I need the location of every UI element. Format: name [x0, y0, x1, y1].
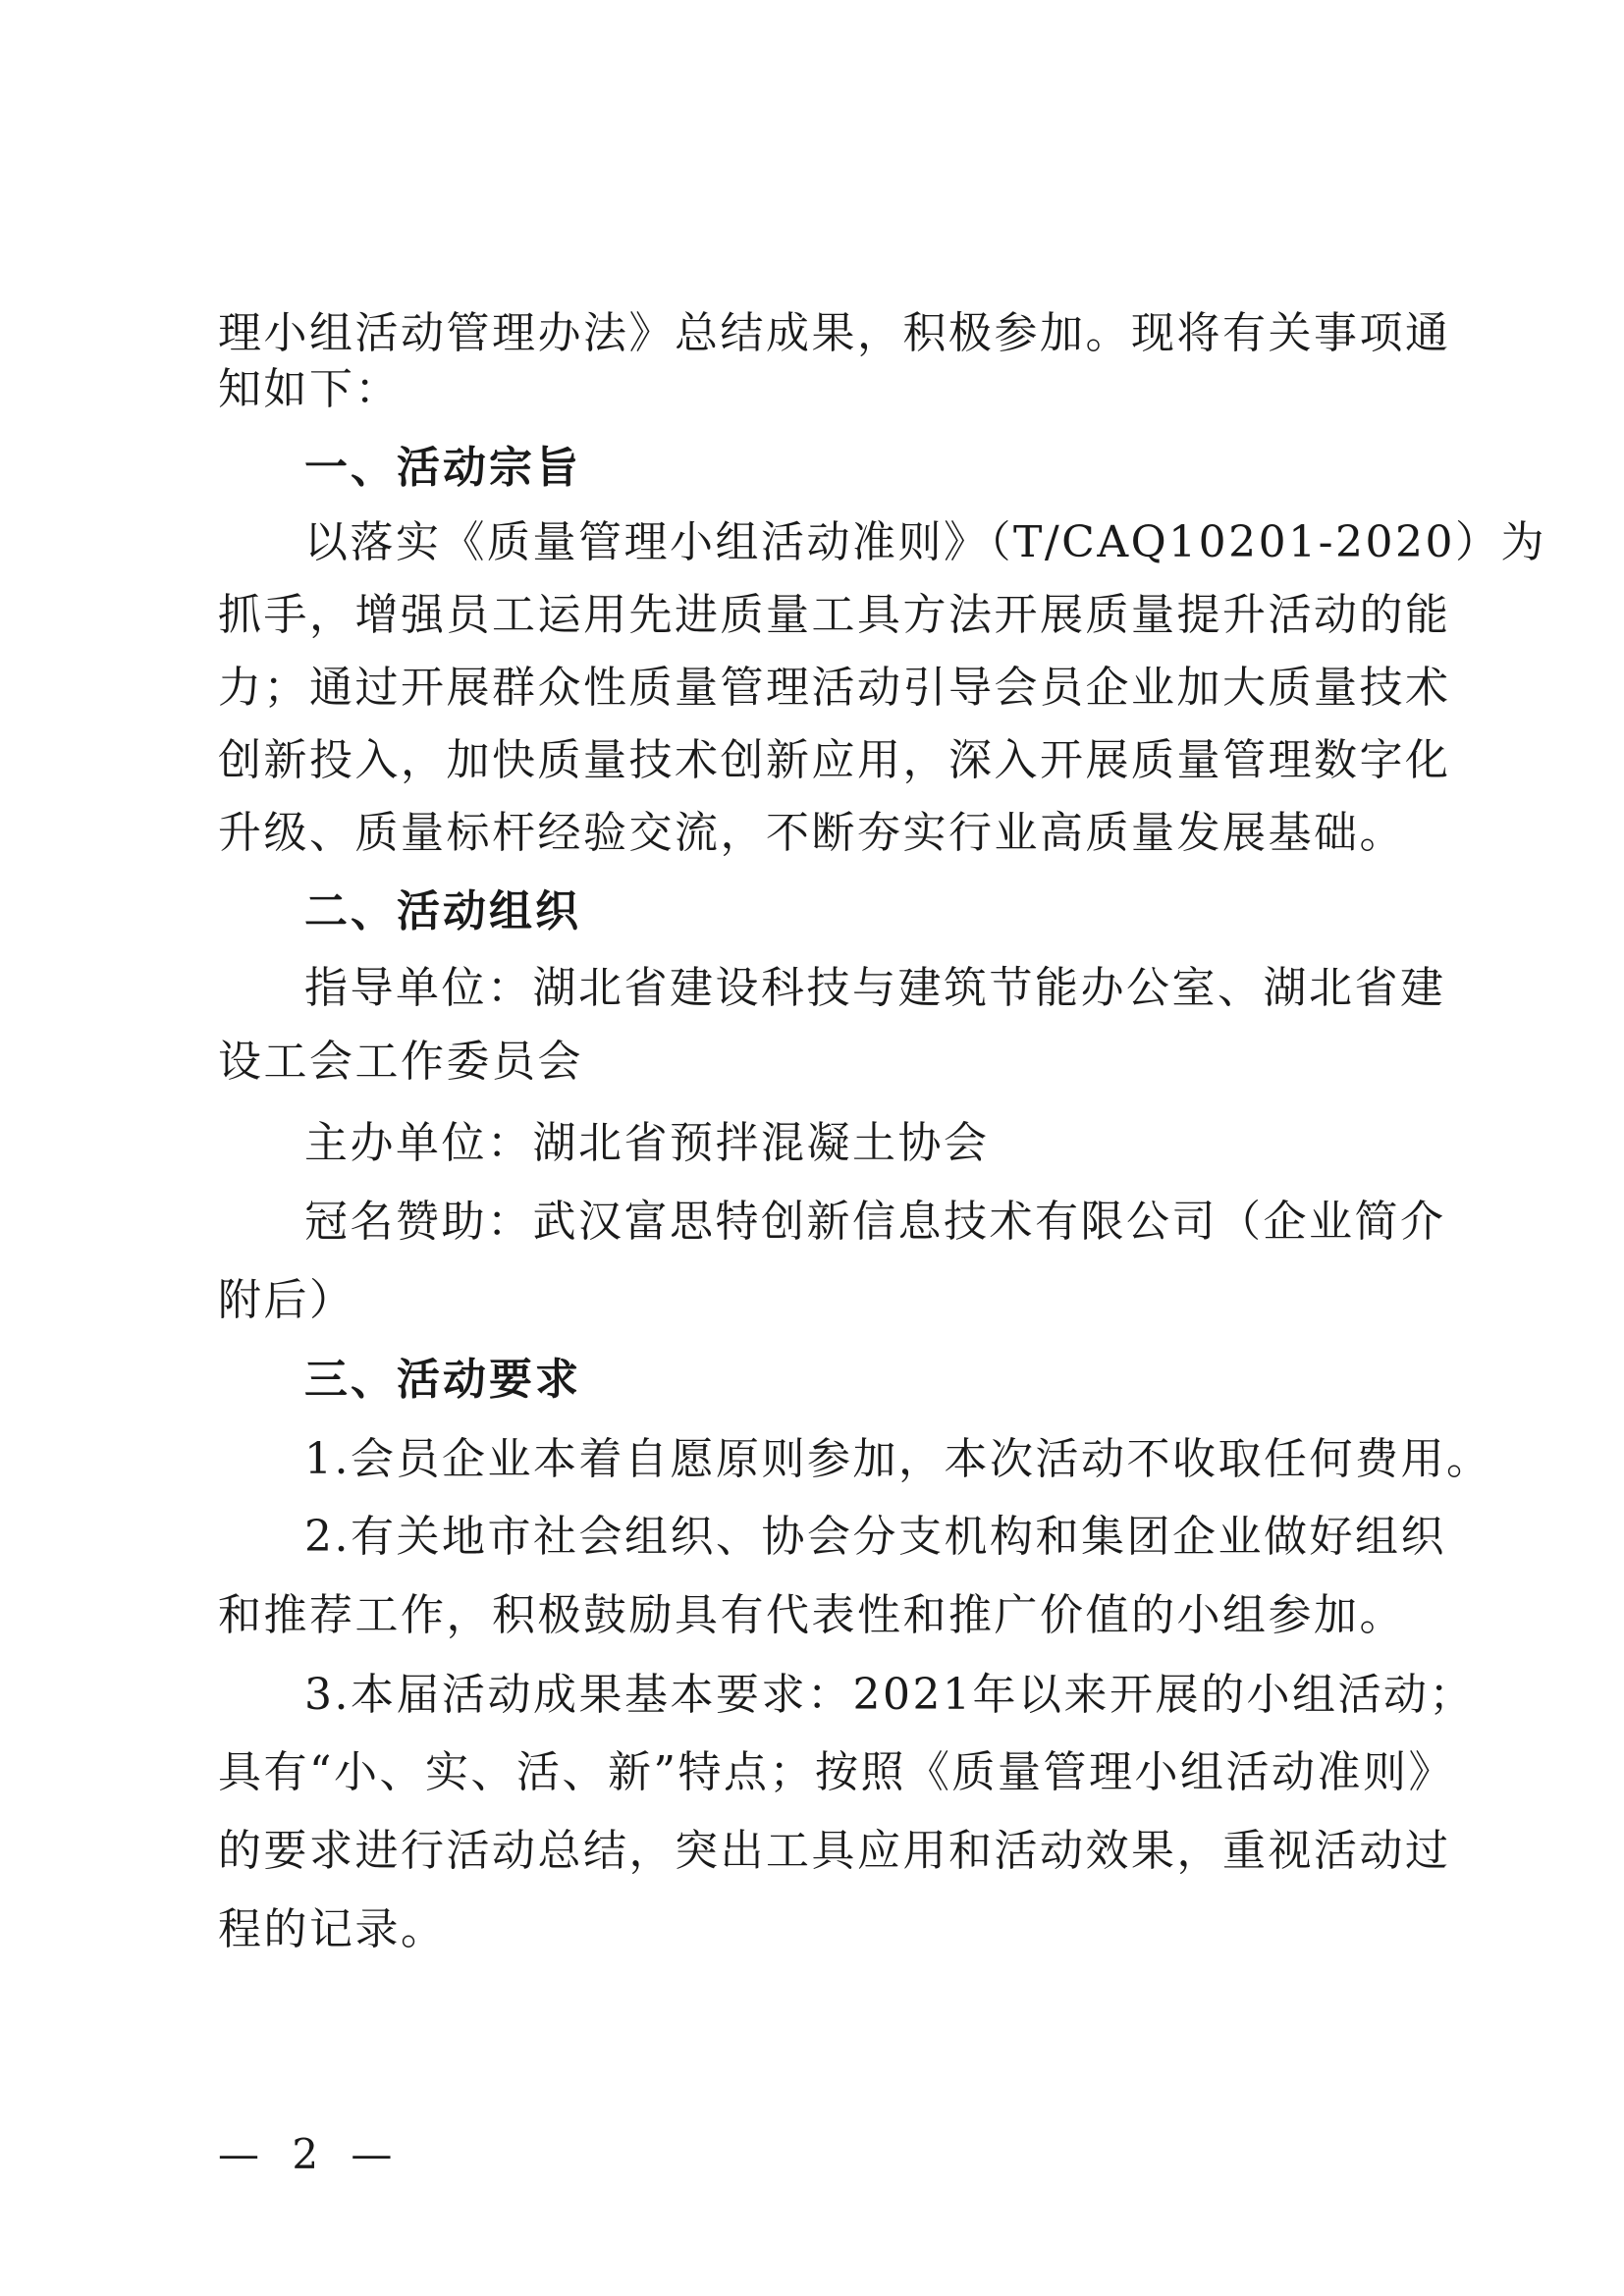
paragraph-line: 1.会员企业本着自愿原则参加，本次活动不收取任何费用。 — [304, 1434, 1492, 1484]
paragraph-line: 理小组活动管理办法》总结成果，积极参加。现将有关事项通 — [218, 308, 1451, 358]
paragraph-line: 知如下： — [218, 364, 401, 414]
paragraph-line: 附后） — [218, 1275, 355, 1325]
paragraph-line: 设工会工作委员会 — [218, 1037, 583, 1087]
paragraph-line: 3.本届活动成果基本要求：2021年以来开展的小组活动； — [304, 1670, 1475, 1720]
paragraph-line: 力；通过开展群众性质量管理活动引导会员企业加大质量技术 — [218, 663, 1451, 713]
paragraph-line: 抓手，增强员工运用先进质量工具方法开展质量提升活动的能 — [218, 590, 1451, 640]
paragraph-line: 升级、质量标杆经验交流，不断夯实行业高质量发展基础。 — [218, 808, 1405, 858]
paragraph-line: 冠名赞助：武汉富思特创新信息技术有限公司（企业简介 — [304, 1197, 1446, 1247]
paragraph-line: 具有“小、实、活、新”特点；按照《质量管理小组活动准则》 — [218, 1747, 1454, 1797]
section-heading-purpose: 一、活动宗旨 — [304, 443, 581, 493]
page-number: — 2 — — [218, 2130, 403, 2178]
paragraph-line: 创新投入，加快质量技术创新应用，深入开展质量管理数字化 — [218, 735, 1451, 785]
paragraph-line: 程的记录。 — [218, 1904, 447, 1954]
paragraph-line: 的要求进行活动总结，突出工具应用和活动效果，重视活动过 — [218, 1826, 1451, 1876]
paragraph-line: 2.有关地市社会组织、协会分支机构和集团企业做好组织 — [304, 1512, 1446, 1562]
paragraph-line: 指导单位：湖北省建设科技与建筑节能办公室、湖北省建 — [304, 963, 1446, 1013]
section-heading-requirements: 三、活动要求 — [304, 1355, 581, 1405]
paragraph-line: 和推荐工作，积极鼓励具有代表性和推广价值的小组参加。 — [218, 1590, 1405, 1640]
paragraph-line: 以落实《质量管理小组活动准则》（T/CAQ10201-2020）为 — [304, 517, 1546, 567]
section-heading-organization: 二、活动组织 — [304, 886, 581, 936]
paragraph-line: 主办单位：湖北省预拌混凝土协会 — [304, 1118, 990, 1168]
